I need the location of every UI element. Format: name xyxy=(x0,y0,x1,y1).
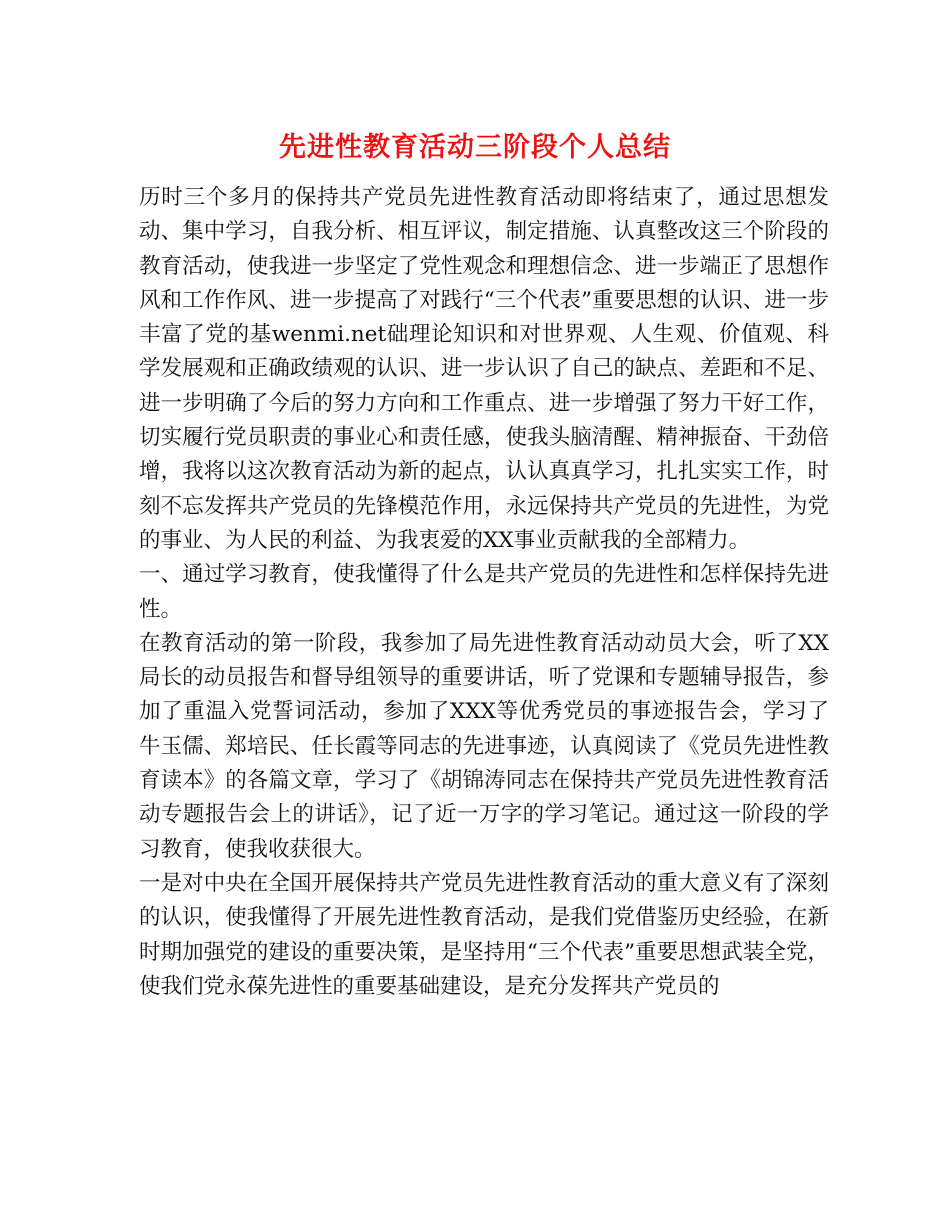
paragraph-intro: 历时三个多月的保持共产党员先进性教育活动即将结束了，通过思想发动、集中学习，自我分析、相互评议，制定措施、认真整改这三个阶段的教育活动，使我进一步坚定了党性观念和理想信念、进一步端正了思想作风和工作作风、进一步提高了对践行“三个代表”重要思想的认识、进一步丰富了党的基wenmi.net础理论知识和对世界观、人生观、价值观、科学发展观和正确政绩观的认识、进一步认识了自己的缺点、差距和不足、进一步明确了今后的努力方向和工作重点、进一步增强了努力干好工作，切实履行党员职责的事业心和责任感，使我头脑清醒、精神振奋、干劲倍增，我将以这次教育活动为新的起点，认认真真学习，扎扎实实工作，时刻不忘发挥共产党员的先锋模范作用，永远保持共产党员的先进性，为党的事业、为人民的利益、为我衷爱的XX事业贡献我的全部精力。 xyxy=(139,185,829,553)
section-heading-1: 一、通过学习教育，使我懂得了什么是共产党员的先进性和怎样保持先进性。 xyxy=(139,562,829,622)
paragraph-point-one: 一是对中央在全国开展保持共产党员先进性教育活动的重大意义有了深刻的认识，使我懂得了开展先进性教育活动，是我们党借鉴历史经验，在新时期加强党的建设的重要决策，是坚持用“三个代表”重要思想武装全党，使我们党永葆先进性的重要基础建设，是充分发挥共产党员的 xyxy=(139,870,829,999)
paragraph-first-stage: 在教育活动的第一阶段，我参加了局先进性教育活动动员大会，听了XX局长的动员报告和督导组领导的重要讲话，听了党课和专题辅导报告，参加了重温入党誓词活动，参加了XXX等优秀党员的事迹报告会，学习了牛玉儒、郑培民、任长霞等同志的先进事迹，认真阅读了《党员先进性教育读本》的各篇文章，学习了《胡锦涛同志在保持共产党员先进性教育活动专题报告会上的讲话》，记了近一万字的学习笔记。通过这一阶段的学习教育，使我收获很大。 xyxy=(139,630,829,862)
page-title: 先进性教育活动三阶段个人总结 xyxy=(279,132,671,163)
document-body xyxy=(139,181,829,1004)
